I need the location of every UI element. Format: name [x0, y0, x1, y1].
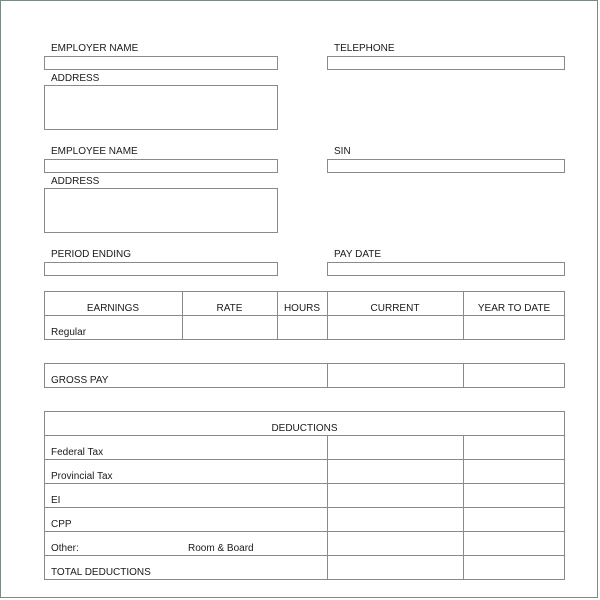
earnings-col-divider-3: [327, 291, 328, 340]
sin-label: SIN: [334, 146, 351, 157]
gross-pay-label: GROSS PAY: [51, 375, 109, 386]
employee-address-label: ADDRESS: [51, 176, 100, 187]
deduction-federal-tax: Federal Tax: [51, 447, 104, 458]
earnings-header-rate: RATE: [216, 303, 243, 314]
earnings-header-divider: [44, 315, 565, 316]
employer-address-field[interactable]: [44, 85, 278, 130]
employee-name-label: EMPLOYEE NAME: [51, 146, 138, 157]
deduction-provincial-tax: Provincial Tax: [51, 471, 113, 482]
gross-pay-row: [44, 363, 565, 388]
earnings-col-divider-4: [463, 291, 464, 340]
deductions-title: DEDUCTIONS: [271, 423, 338, 434]
earnings-header-earnings: EARNINGS: [86, 303, 140, 314]
employee-address-field[interactable]: [44, 188, 278, 233]
earnings-col-divider-2: [277, 291, 278, 340]
deduction-other: Other:: [51, 543, 79, 554]
gross-pay-divider-2: [463, 363, 464, 388]
deductions-row-divider-4: [44, 531, 565, 532]
period-ending-label: PERIOD ENDING: [51, 249, 132, 260]
deduction-cpp: CPP: [51, 519, 72, 530]
period-ending-field[interactable]: [44, 262, 278, 276]
deduction-other-note: Room & Board: [188, 543, 254, 554]
deductions-row-divider-5: [44, 555, 565, 556]
deductions-row-divider-3: [44, 507, 565, 508]
employer-name-field[interactable]: [44, 56, 278, 70]
earnings-header-ytd: YEAR TO DATE: [477, 303, 551, 314]
employer-name-label: EMPLOYER NAME: [51, 43, 139, 54]
pay-date-label: PAY DATE: [334, 249, 382, 260]
earnings-col-divider-1: [182, 291, 183, 340]
employee-name-field[interactable]: [44, 159, 278, 173]
deduction-ei: EI: [51, 495, 61, 506]
earnings-row-regular: Regular: [51, 327, 87, 338]
telephone-field[interactable]: [327, 56, 565, 70]
deductions-row-divider-2: [44, 483, 565, 484]
pay-date-field[interactable]: [327, 262, 565, 276]
earnings-header-current: CURRENT: [370, 303, 420, 314]
deductions-row-divider-1: [44, 459, 565, 460]
telephone-label: TELEPHONE: [334, 43, 395, 54]
employer-address-label: ADDRESS: [51, 73, 100, 84]
gross-pay-divider-1: [327, 363, 328, 388]
deduction-total: TOTAL DEDUCTIONS: [51, 567, 151, 578]
earnings-header-hours: HOURS: [283, 303, 321, 314]
deductions-header-divider: [44, 435, 565, 436]
sin-field[interactable]: [327, 159, 565, 173]
